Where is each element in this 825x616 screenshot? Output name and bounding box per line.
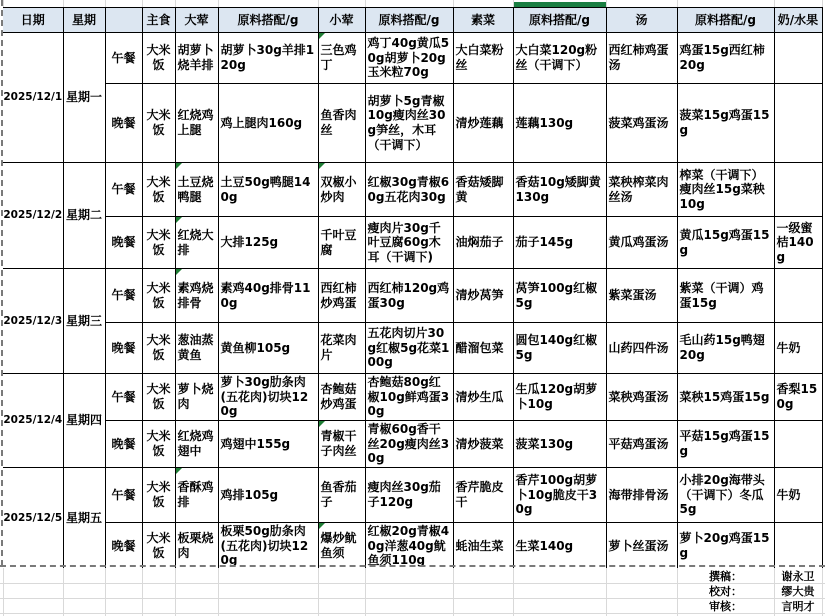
- cell-veg-ingredients[interactable]: 菠菜130g: [513, 421, 606, 468]
- cell-meal[interactable]: 晚餐: [105, 84, 142, 163]
- cell-weekday[interactable]: 星期五: [63, 467, 105, 568]
- cell-main-dish[interactable]: 红烧鸡翅中: [175, 421, 218, 468]
- cell-veg-ingredients[interactable]: 圆包140g红椒5g: [513, 323, 606, 374]
- cell-soup-dish[interactable]: 平菇鸡蛋汤: [606, 421, 677, 468]
- column-header-meal[interactable]: [105, 8, 142, 33]
- cell-soup-ingredients[interactable]: 黄瓜15g鸡蛋15g: [677, 217, 774, 269]
- cell-date[interactable]: 2025/12/5: [3, 467, 63, 568]
- cell-veg-ingredients[interactable]: 茄子145g: [513, 217, 606, 269]
- cell-milk-fruit[interactable]: 一级蜜桔140g: [774, 217, 822, 269]
- cell-main-dish[interactable]: 萝卜烧肉: [175, 374, 218, 421]
- cell-main-ingredients[interactable]: 鸡排105g: [218, 467, 318, 522]
- cell-staple[interactable]: 大米饭: [142, 522, 175, 568]
- cell-main-ingredients[interactable]: 土豆50g鸭腿140g: [218, 163, 318, 217]
- gridline: [63, 0, 64, 7]
- cell-milk-fruit[interactable]: [774, 522, 822, 568]
- cell-soup-ingredients[interactable]: 紫菜（干调）鸡蛋15g: [677, 269, 774, 323]
- cell-weekday[interactable]: 星期一: [63, 33, 105, 163]
- cell-veg-ingredients[interactable]: 生瓜120g胡萝卜10g: [513, 374, 606, 421]
- cell-small-dish[interactable]: 杏鲍菇炒鸡蛋: [318, 374, 365, 421]
- cell-veg-ingredients[interactable]: 大白菜120g粉丝（干调下）: [513, 33, 606, 84]
- cell-main-ingredients[interactable]: 大排125g: [218, 217, 318, 269]
- cell-main-ingredients[interactable]: 黄鱼柳105g: [218, 323, 318, 374]
- cell-staple[interactable]: 大米饭: [142, 323, 175, 374]
- cell-small-dish[interactable]: 鱼香茄子: [318, 467, 365, 522]
- cell-soup-dish[interactable]: 萝卜丝蛋汤: [606, 522, 677, 568]
- gridline: [774, 0, 775, 7]
- footer-value-proofreader[interactable]: 缪大贵: [781, 584, 815, 598]
- cell-veg-dish[interactable]: 清炒莴笋: [453, 269, 513, 323]
- cell-soup-dish[interactable]: 菜秧榨菜肉丝汤: [606, 163, 677, 217]
- gridline: [606, 568, 607, 616]
- cell-weekday[interactable]: 星期二: [63, 163, 105, 269]
- gridline: [513, 0, 514, 7]
- cell-meal[interactable]: 午餐: [105, 269, 142, 323]
- cell-milk-fruit[interactable]: [774, 33, 822, 84]
- gridline: [0, 613, 825, 614]
- cell-small-dish[interactable]: 爆炒鱿鱼须: [318, 522, 365, 568]
- gridline: [3, 0, 4, 7]
- cell-main-dish[interactable]: 红烧鸡上腿: [175, 84, 218, 163]
- cell-soup-dish[interactable]: 山药四件汤: [606, 323, 677, 374]
- cell-staple[interactable]: 大米饭: [142, 217, 175, 269]
- cell-meal[interactable]: 午餐: [105, 163, 142, 217]
- cell-date[interactable]: 2025/12/2: [3, 163, 63, 269]
- column-header-small-dish[interactable]: 小荤: [318, 8, 365, 33]
- gridline: [822, 568, 823, 616]
- cell-milk-fruit[interactable]: [774, 421, 822, 468]
- cell-main-dish[interactable]: 红烧大排: [175, 217, 218, 269]
- cell-small-ingredients[interactable]: 青椒60g香干丝20g瘦肉丝30g: [365, 421, 453, 468]
- cell-small-ingredients[interactable]: 杏鲍菇80g红椒10g鲜鸡蛋30g: [365, 374, 453, 421]
- cell-milk-fruit[interactable]: 香梨150g: [774, 374, 822, 421]
- cell-staple[interactable]: 大米饭: [142, 421, 175, 468]
- cell-milk-fruit[interactable]: [774, 163, 822, 217]
- cell-small-ingredients[interactable]: 西红柿120g鸡蛋30g: [365, 269, 453, 323]
- cell-small-ingredients[interactable]: 五花肉切片30g红椒5g花菜100g: [365, 323, 453, 374]
- cell-meal[interactable]: 午餐: [105, 467, 142, 522]
- cell-milk-fruit[interactable]: 牛奶: [774, 467, 822, 522]
- cell-soup-ingredients[interactable]: 榨菜（干调下）瘦肉丝15g菜秧10g: [677, 163, 774, 217]
- cell-main-dish[interactable]: 板栗烧肉: [175, 522, 218, 568]
- cell-soup-ingredients[interactable]: 鸡蛋15g西红柿20g: [677, 33, 774, 84]
- gridline: [218, 568, 219, 616]
- cell-main-ingredients[interactable]: 板栗50g肋条肉(五花肉)切块120g: [218, 522, 318, 568]
- cell-weekday[interactable]: 星期四: [63, 374, 105, 468]
- gridline: [822, 0, 823, 7]
- cell-veg-ingredients[interactable]: 莴笋100g红椒5g: [513, 269, 606, 323]
- gridline: [453, 568, 454, 616]
- cell-soup-ingredients[interactable]: 平菇15g鸡蛋15g: [677, 421, 774, 468]
- cell-veg-dish[interactable]: 油焖茄子: [453, 217, 513, 269]
- cell-milk-fruit[interactable]: [774, 84, 822, 163]
- cell-veg-ingredients[interactable]: 香芹100g胡萝卜10g脆皮干30g: [513, 467, 606, 522]
- cell-weekday[interactable]: 星期三: [63, 269, 105, 374]
- gridline: [318, 568, 319, 616]
- gridline: [105, 568, 106, 616]
- column-header-weekday[interactable]: 星期: [63, 8, 105, 33]
- cell-soup-dish[interactable]: 紫菜蛋汤: [606, 269, 677, 323]
- cell-staple[interactable]: 大米饭: [142, 163, 175, 217]
- cell-veg-dish[interactable]: 清炒生瓜: [453, 374, 513, 421]
- page-break-line-vertical: [1, 0, 3, 566]
- cell-small-dish[interactable]: 鱼香肉丝: [318, 84, 365, 163]
- column-header-soup[interactable]: 汤: [606, 8, 677, 33]
- column-header-small-ingredients[interactable]: 原料搭配/g: [365, 8, 453, 33]
- gridline: [513, 568, 514, 616]
- cell-staple[interactable]: 大米饭: [142, 33, 175, 84]
- cell-small-dish[interactable]: 青椒干子肉丝: [318, 421, 365, 468]
- page-break-line-horizontal: [0, 565, 825, 567]
- cell-staple[interactable]: 大米饭: [142, 467, 175, 522]
- cell-staple[interactable]: 大米饭: [142, 84, 175, 163]
- cell-main-dish[interactable]: 素鸡烧排骨: [175, 269, 218, 323]
- column-header-veg-ingredients[interactable]: 原料搭配/g: [513, 8, 606, 33]
- gridline: [105, 0, 106, 7]
- column-header-date[interactable]: 日期: [3, 8, 63, 33]
- cell-small-ingredients[interactable]: 红椒30g青椒60g五花肉30g: [365, 163, 453, 217]
- cell-meal[interactable]: 午餐: [105, 374, 142, 421]
- cell-main-ingredients[interactable]: 鸡翅中155g: [218, 421, 318, 468]
- gridline: [3, 568, 4, 616]
- cell-milk-fruit[interactable]: 牛奶: [774, 323, 822, 374]
- gridline: [175, 568, 176, 616]
- cell-main-dish[interactable]: 香酥鸡排: [175, 467, 218, 522]
- footer-value-author[interactable]: 谢永卫: [781, 569, 815, 583]
- cell-small-ingredients[interactable]: 鸡丁40g黄瓜50g胡萝卜20g玉米粒70g: [365, 33, 453, 84]
- gridline: [63, 568, 64, 616]
- cell-meal[interactable]: 午餐: [105, 33, 142, 84]
- cell-date[interactable]: 2025/12/1: [3, 33, 63, 163]
- cell-meal[interactable]: 晚餐: [105, 421, 142, 468]
- column-header-veg-dish[interactable]: 素菜: [453, 8, 513, 33]
- cell-veg-dish[interactable]: 香芹脆皮干: [453, 467, 513, 522]
- cell-small-dish[interactable]: 双椒小炒肉: [318, 163, 365, 217]
- cell-soup-dish[interactable]: 黄瓜鸡蛋汤: [606, 217, 677, 269]
- cell-veg-dish[interactable]: 醋溜包菜: [453, 323, 513, 374]
- cell-soup-ingredients[interactable]: 小排20g海带头（干调下）冬瓜5g: [677, 467, 774, 522]
- cell-soup-dish[interactable]: 菠菜鸡蛋汤: [606, 84, 677, 163]
- cell-small-ingredients[interactable]: 胡萝卜5g青椒10g瘦肉丝30g笋丝，木耳（干调下）: [365, 84, 453, 163]
- cell-veg-ingredients[interactable]: 生菜140g: [513, 522, 606, 568]
- cell-date[interactable]: 2025/12/3: [3, 269, 63, 374]
- cell-main-ingredients[interactable]: 萝卜30g肋条肉(五花肉)切块120g: [218, 374, 318, 421]
- cell-meal[interactable]: 晚餐: [105, 323, 142, 374]
- gridline: [218, 0, 219, 7]
- cell-main-dish[interactable]: 葱油蒸黄鱼: [175, 323, 218, 374]
- column-header-main-ingredients[interactable]: 原料搭配/g: [218, 8, 318, 33]
- gridline: [142, 568, 143, 616]
- gridline: [365, 568, 366, 616]
- cell-main-dish[interactable]: 土豆烧鸭腿: [175, 163, 218, 217]
- cell-small-ingredients[interactable]: 红椒20g青椒40g洋葱40g鱿鱼须110g: [365, 522, 453, 568]
- cell-veg-ingredients[interactable]: 莲藕130g: [513, 84, 606, 163]
- cell-soup-ingredients[interactable]: 毛山药15g鸭翅20g: [677, 323, 774, 374]
- cell-soup-ingredients[interactable]: 萝卜20g鸡蛋15g: [677, 522, 774, 568]
- cell-soup-ingredients[interactable]: 菠菜15g鸡蛋15g: [677, 84, 774, 163]
- footer-label-proofreader[interactable]: 校对：: [709, 584, 742, 598]
- cell-main-ingredients[interactable]: 素鸡40g排骨110g: [218, 269, 318, 323]
- cell-small-ingredients[interactable]: 瘦肉片30g千叶豆腐60g木耳（干调下): [365, 217, 453, 269]
- column-header-milk-fruit[interactable]: 奶/水果: [774, 8, 822, 33]
- cell-veg-dish[interactable]: 蚝油生菜: [453, 522, 513, 568]
- gridline: [175, 0, 176, 7]
- column-header-staple[interactable]: 主食: [142, 8, 175, 33]
- cell-main-ingredients[interactable]: 鸡上腿肉160g: [218, 84, 318, 163]
- cell-veg-dish[interactable]: 清炒莲藕: [453, 84, 513, 163]
- gridline: [142, 0, 143, 7]
- cell-soup-ingredients[interactable]: 菜秧15鸡蛋15g: [677, 374, 774, 421]
- cell-meal[interactable]: 晚餐: [105, 522, 142, 568]
- footer-label-author[interactable]: 撰稿：: [709, 569, 742, 583]
- column-header-soup-ingredients[interactable]: 原料搭配/g: [677, 8, 774, 33]
- cell-main-dish[interactable]: 胡萝卜烧羊排: [175, 33, 218, 84]
- menu-table: [3, 7, 823, 569]
- cell-staple[interactable]: 大米饭: [142, 374, 175, 421]
- cell-small-dish[interactable]: 千叶豆腐: [318, 217, 365, 269]
- cell-meal[interactable]: 晚餐: [105, 217, 142, 269]
- cell-soup-dish[interactable]: 西红柿鸡蛋汤: [606, 33, 677, 84]
- gridline: [365, 0, 366, 7]
- cell-veg-dish[interactable]: 大白菜粉丝: [453, 33, 513, 84]
- gridline: [606, 0, 607, 7]
- cell-milk-fruit[interactable]: [774, 269, 822, 323]
- cell-small-dish[interactable]: 西红柿炒鸡蛋: [318, 269, 365, 323]
- column-header-main-dish[interactable]: 大荤: [175, 8, 218, 33]
- cell-veg-dish[interactable]: 香菇矮脚黄: [453, 163, 513, 217]
- footer-label-reviewer[interactable]: 审核：: [709, 599, 742, 613]
- gridline: [677, 0, 678, 7]
- gridline: [453, 0, 454, 7]
- gridline: [318, 0, 319, 7]
- cell-soup-dish[interactable]: 菜秧鸡蛋汤: [606, 374, 677, 421]
- cell-veg-dish[interactable]: 清炒菠菜: [453, 421, 513, 468]
- cell-small-dish[interactable]: 花菜肉片: [318, 323, 365, 374]
- cell-main-ingredients[interactable]: 胡萝卜30g羊排120g: [218, 33, 318, 84]
- cell-staple[interactable]: 大米饭: [142, 269, 175, 323]
- cell-small-ingredients[interactable]: 瘦肉丝30g茄子120g: [365, 467, 453, 522]
- cell-veg-ingredients[interactable]: 香菇10g矮脚黄130g: [513, 163, 606, 217]
- cell-small-dish[interactable]: 三色鸡丁: [318, 33, 365, 84]
- cell-soup-dish[interactable]: 海带排骨汤: [606, 467, 677, 522]
- footer-value-reviewer[interactable]: 言明才: [781, 599, 815, 613]
- cell-date[interactable]: 2025/12/4: [3, 374, 63, 468]
